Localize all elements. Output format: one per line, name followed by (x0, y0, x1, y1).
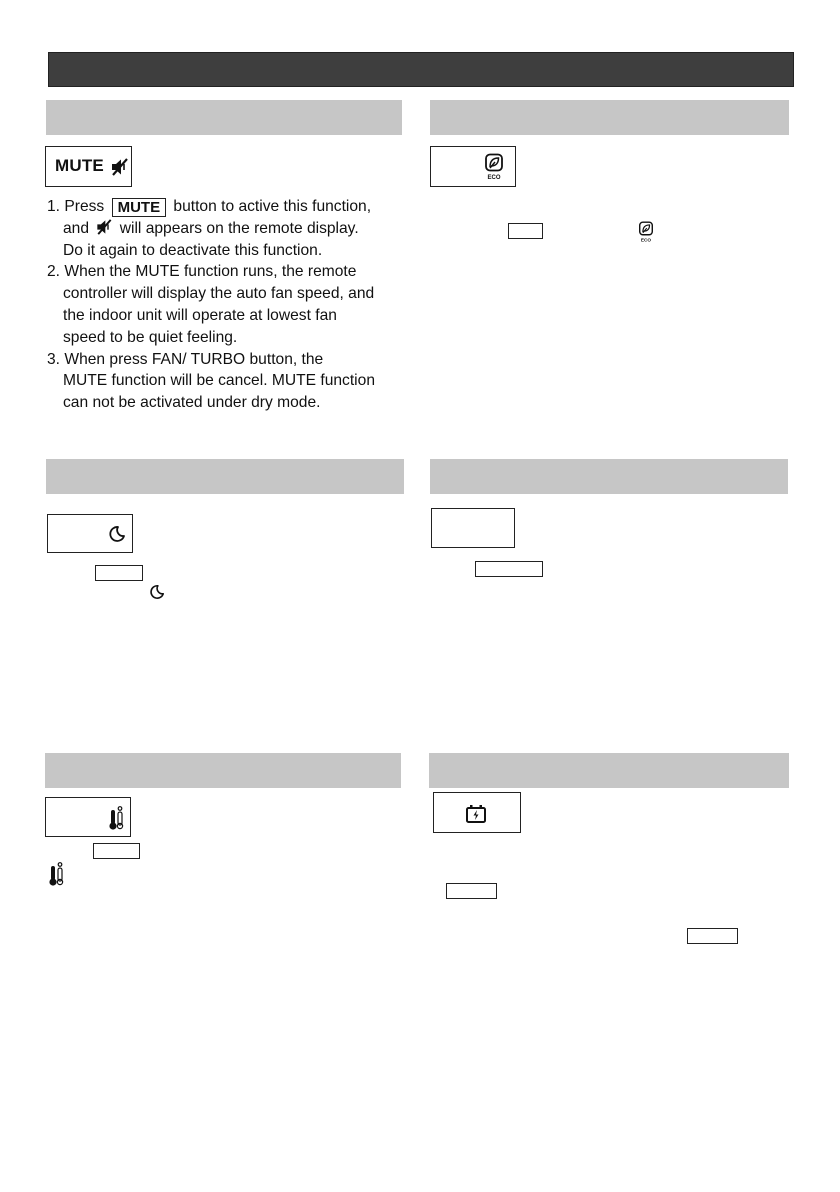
thermometer-icon (48, 861, 64, 887)
mute-step-1: 1. Press MUTE button to active this function, (47, 198, 372, 216)
mute-instructions: 1. Press MUTE button to active this function, and will appears on the remote display. Do it again to deactivate this function. 2. When the MUTE function runs, the remote controller will display the auto fan speed, and the indoor unit will operate at lowest fan speed to be quiet feeling. 3. When press FAN/ TURBO button, the MUTE function will be cancel. MUTE function can not be activated under dry mode. (47, 196, 402, 414)
thermometer-icon (108, 805, 124, 831)
temp-key-ref (93, 843, 140, 859)
eco-leaf-icon (482, 153, 506, 181)
sleep-button-illustration (47, 514, 133, 553)
section-header-battery (429, 753, 789, 788)
mute-key-label: MUTE (55, 156, 104, 175)
mute-button-ref: MUTE (112, 198, 167, 217)
eco-button-illustration (430, 146, 516, 187)
sleep-key-ref (95, 565, 143, 581)
section-header-sleep (46, 459, 404, 494)
battery-key-ref-2 (687, 928, 738, 944)
battery-button-illustration (433, 792, 521, 833)
blank-key-ref (475, 561, 543, 577)
moon-icon (108, 525, 126, 543)
svg-text:ECO: ECO (640, 237, 652, 243)
eco-key-ref (508, 223, 543, 239)
battery-key-ref (446, 883, 497, 899)
battery-icon (465, 803, 487, 825)
section-header-temp (45, 753, 401, 788)
mute-step-3: 3. When press FAN/ TURBO button, the (47, 350, 324, 368)
eco-icon-label: ECO (487, 175, 501, 181)
mute-step-2: 2. When the MUTE function runs, the remote (47, 263, 357, 281)
section-header-eco (430, 100, 789, 135)
page-header-bar (48, 52, 794, 87)
temp-button-illustration (45, 797, 131, 837)
mute-speaker-icon (110, 158, 129, 176)
section-header-mute (46, 100, 402, 135)
section-header-blank (430, 459, 788, 494)
blank-button-illustration (431, 508, 515, 548)
moon-icon (149, 584, 165, 600)
mute-button-illustration (45, 146, 132, 187)
mute-speaker-icon (95, 219, 113, 235)
eco-leaf-icon (636, 221, 656, 243)
